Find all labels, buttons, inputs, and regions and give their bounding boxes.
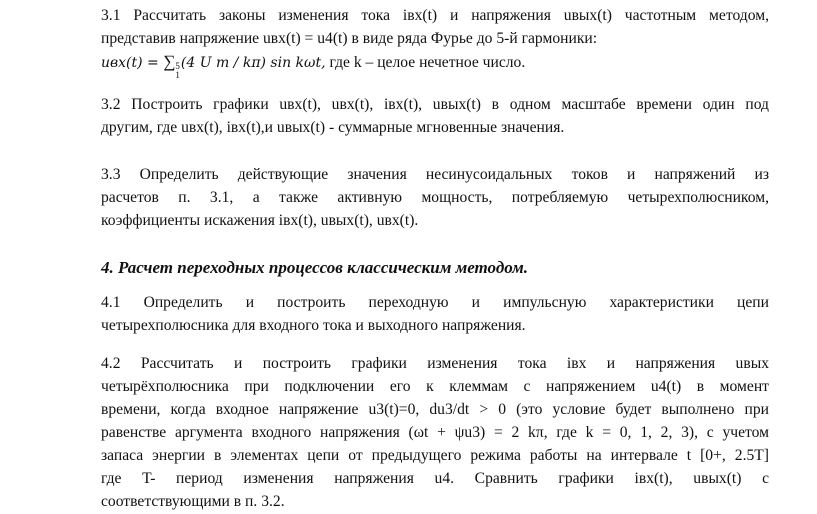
paragraph-3-3-line-2: расчетов п. 3.1, а также активную мощность, потребляемую четырехполюсником, xyxy=(101,189,769,206)
sum-lower-limit: 1 xyxy=(175,70,180,80)
paragraph-3-2 xyxy=(101,93,769,139)
paragraph-3-3 xyxy=(101,163,769,232)
paragraph-3-3-line-1: 3.3 Определить действующие значения несинусоидальных токов и напряжений из xyxy=(101,166,769,183)
sum-upper-limit: 5 xyxy=(175,61,180,71)
paragraph-4-1 xyxy=(101,291,769,337)
section-4-heading: 4. Расчет переходных процессов классическим методом. xyxy=(101,258,529,277)
paragraph-3-3-line-3: коэффициенты искажения iвх(t), uвых(t), uвх(t). xyxy=(101,212,419,229)
formula-tail: где k – целое нечетное число. xyxy=(325,54,526,71)
paragraph-4-2-line-4: равенстве аргумента входного напряжения (ωt + ψu3) = 2 kπ, где k = 0, 1, 2, 3), с учетом xyxy=(101,424,769,441)
paragraph-4-2-line-1: 4.2 Рассчитать и построить графики изменения тока iвх и напряжения uвых xyxy=(101,355,769,372)
paragraph-4-2-line-5: запаса энергии в элементах цепи от предыдущего режима работы на интервале t [0+, 2.5T] xyxy=(101,447,769,464)
formula-rhs: (4 U m / kπ) sin kωt, xyxy=(180,55,326,71)
paragraph-4-2-line-7: соответствующими в п. 3.2. xyxy=(101,493,285,510)
paragraph-3-1-line-2: представив напряжение uвх(t) = u4(t) в виде ряда Фурье до 5-й гармоники: xyxy=(101,30,598,47)
paragraph-4-2 xyxy=(101,352,769,513)
paragraph-4-2-line-2: четырёхполюсника при подключении его к клеммам с напряжением u4(t) в момент xyxy=(101,378,769,395)
fourier-series-formula xyxy=(101,50,769,80)
paragraph-3-1 xyxy=(101,4,769,80)
sum-limits xyxy=(175,62,180,80)
paragraph-4-2-line-3: времени, когда входное напряжение u3(t)=0, du3/dt > 0 (это условие будет выполнено при xyxy=(101,401,769,418)
paragraph-4-1-line-2: четырехполюсника для входного тока и выходного напряжения. xyxy=(101,317,526,334)
paragraph-4-2-line-6: где T- период изменения напряжения u4. Сравнить графики iвх(t), uвых(t) с xyxy=(101,470,769,487)
paragraph-3-2-line-1: 3.2 Построить графики uвх(t), uвх(t), iвх(t), uвых(t) в одном масштабе времени один под xyxy=(101,96,769,113)
paragraph-3-1-line-1: 3.1 Рассчитать законы изменения тока iвх(t) и напряжения uвых(t) частотным методом, xyxy=(101,7,769,24)
sum-symbol: ∑ xyxy=(163,52,176,71)
paragraph-3-2-line-2: другим, где uвх(t), iвх(t),и uвых(t) - суммарные мгновенные значения. xyxy=(101,119,565,136)
paragraph-4-1-line-1: 4.1 Определить и построить переходную и импульсную характеристики цепи xyxy=(101,294,769,311)
formula-lhs: uвх(t) = xyxy=(101,55,164,71)
